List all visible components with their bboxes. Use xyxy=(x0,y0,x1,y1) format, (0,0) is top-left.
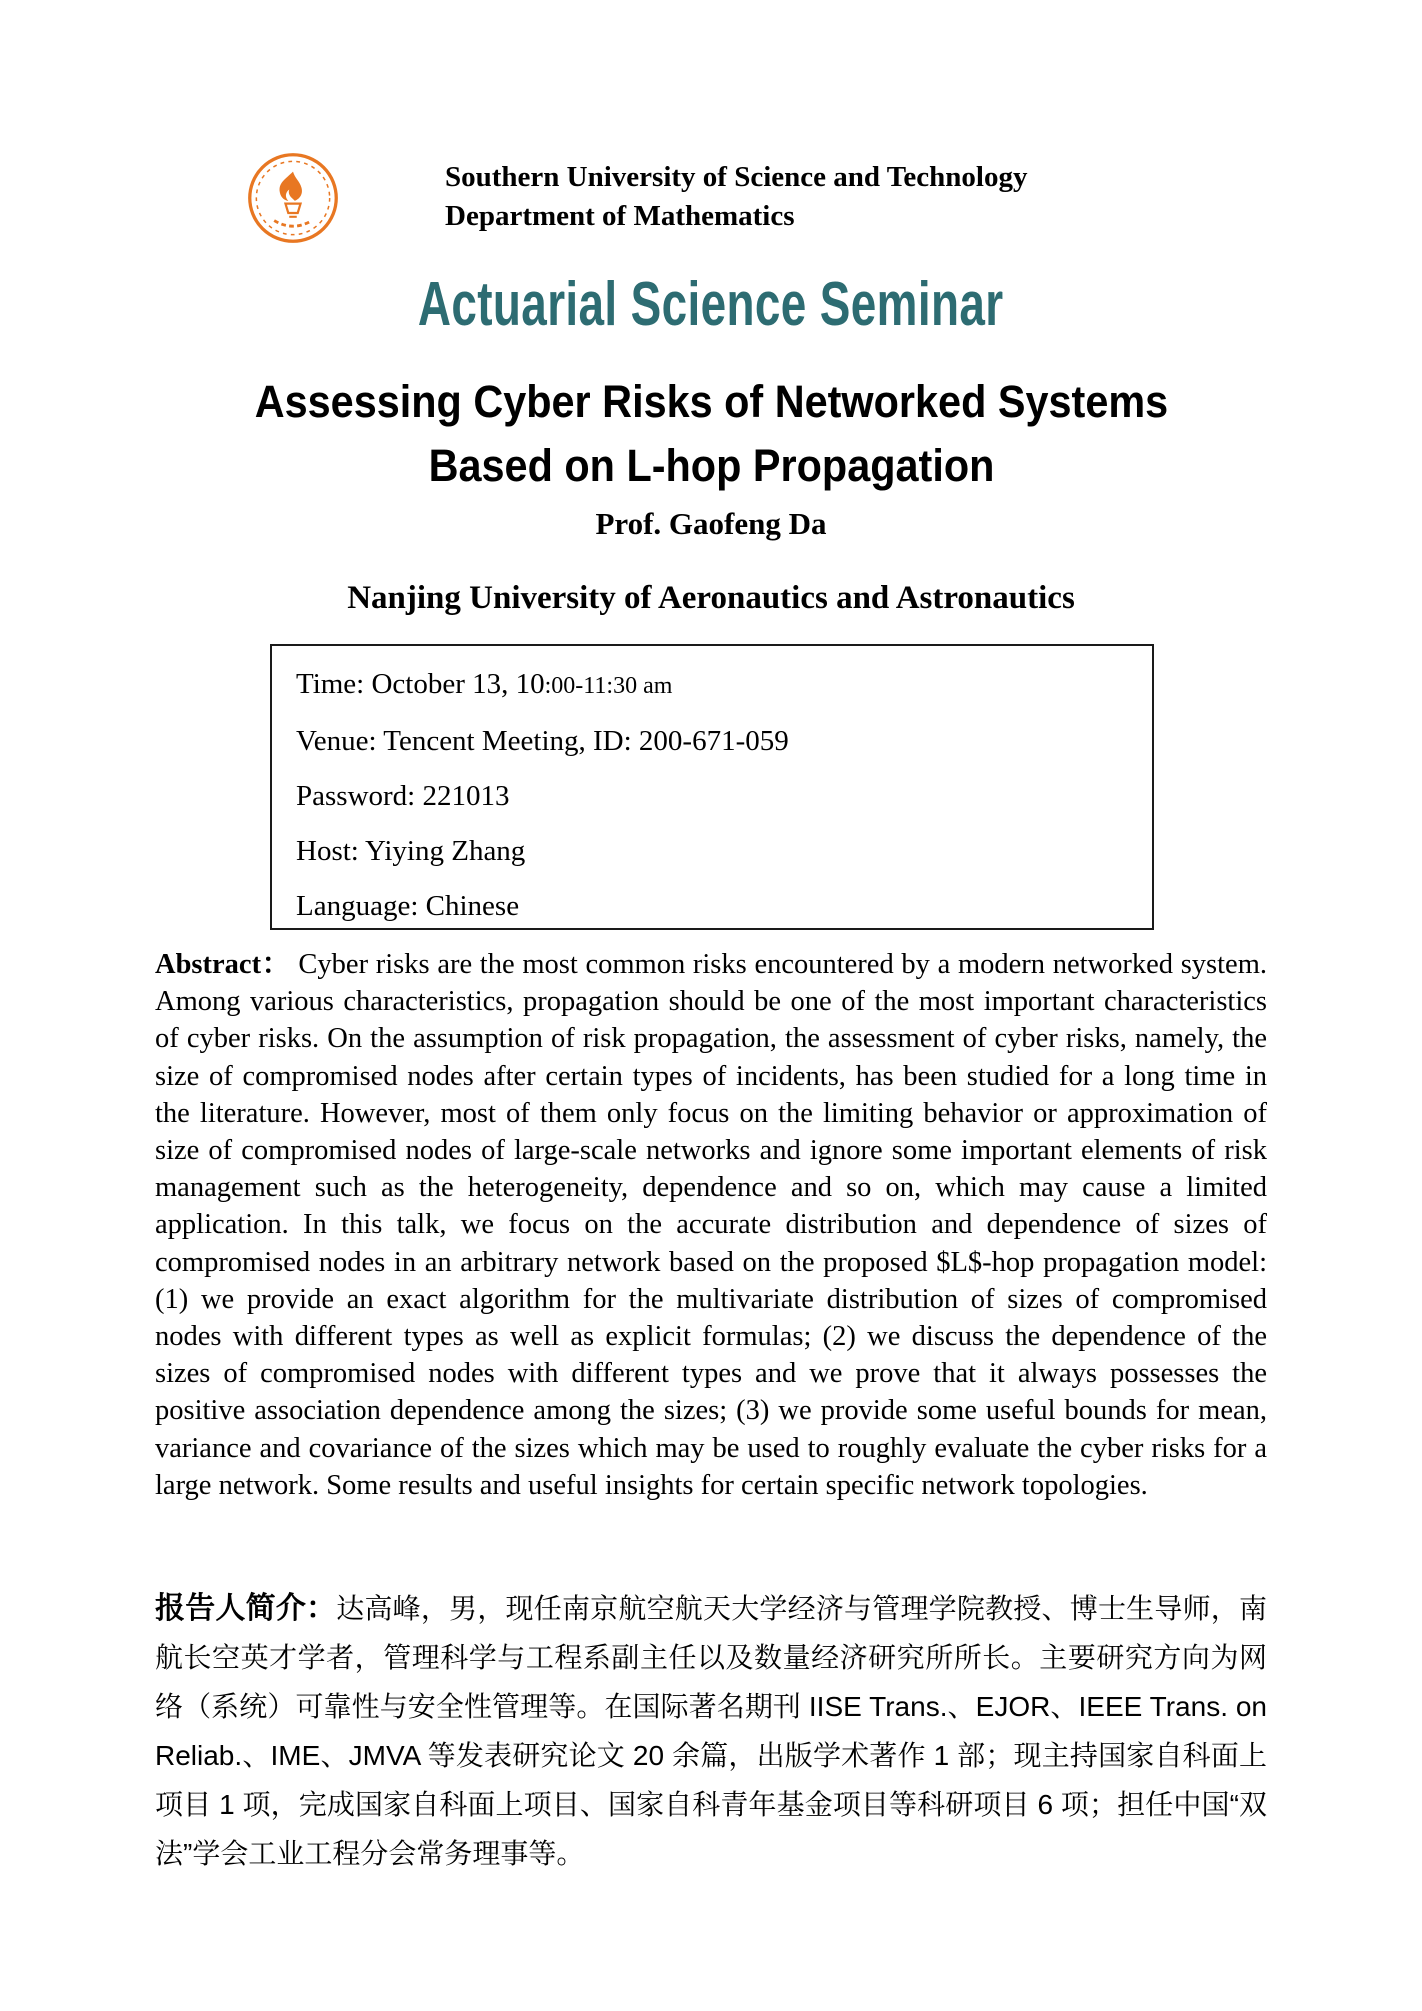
bio-text: 达高峰，男，现任南京航空航天大学经济与管理学院教授、博士生导师，南航长空英才学者，管理科学与工程系副主任以及数量经济研究所所长。主要研究方向为网络（系统）可靠性与安全性管理等。在国际著名期刊 IISE Trans.、EJOR、IEEE Trans. on Reliab.、IME、JMVA 等发表研究论文 20 余篇，出版学术著作 1 部；现主持国家自科面上项目 1 项，完成国家自科面上项目、国家自科青年基金项目等科研项目 6 项；担任中国“双法”学会工业工程分会常务理事等。 xyxy=(155,1593,1267,1869)
info-language: Language: Chinese xyxy=(296,890,520,922)
abstract-label: Abstract： xyxy=(155,949,291,980)
bio-label: 报告人简介： xyxy=(155,1592,337,1625)
seal-icon xyxy=(246,150,340,246)
info-password: Password: 221013 xyxy=(296,780,510,812)
seminar-info-box xyxy=(270,644,1154,930)
talk-title-line1: Assessing Cyber Risks of Networked Systems xyxy=(254,376,1168,427)
abstract-text: Cyber risks are the most common risks encountered by a modern networked system. Among various characteristics, propagation should be one of the most important characteristics of cyber risks. On the assumption of risk propagation, the assessment of cyber risks, namely, the size of compromised nodes after certain types of incidents, has been studied for a long time in the literature. However, most of them only focus on the limiting behavior or approximation of size of compromised nodes of large-scale networks and ignore some important elements of risk management such as the heterogeneity, dependence and so on, which may cause a limited application. In this talk, we focus on the accurate distribution and dependence of sizes of compromised nodes in an arbitrary network based on the proposed $L$-hop propagation model: (1) we provide an exact algorithm for the multivariate distribution of sizes of compromised nodes with different types as well as explicit formulas; (2) we discuss the dependence of the sizes of compromised nodes with different types and we prove that it always possesses the positive association dependence among the sizes; (3) we provide some useful bounds for mean, variance and covariance of the sizes which may be used to roughly evaluate the cyber risks for a large network. Some results and useful insights for certain specific network topologies. xyxy=(155,949,1267,1501)
department-name: Department of Mathematics xyxy=(445,200,795,232)
speaker-name: Prof. Gaofeng Da xyxy=(595,506,827,541)
speaker-bio-paragraph xyxy=(155,1584,1267,1878)
abstract-paragraph xyxy=(155,946,1267,1504)
university-seal-logo xyxy=(246,150,340,246)
info-time: Time: October 13, 10:00-11:30 am xyxy=(296,668,673,700)
university-name: Southern University of Science and Technology xyxy=(445,161,1028,193)
speaker-affiliation: Nanjing University of Aeronautics and Astronautics xyxy=(347,580,1075,616)
talk-title-line2: Based on L-hop Propagation xyxy=(428,440,994,491)
info-host: Host: Yiying Zhang xyxy=(296,835,526,867)
seminar-series-title: Actuarial Science Seminar xyxy=(418,270,1004,339)
header-text-block xyxy=(445,158,1027,236)
info-venue: Venue: Tencent Meeting, ID: 200-671-059 xyxy=(296,725,789,757)
